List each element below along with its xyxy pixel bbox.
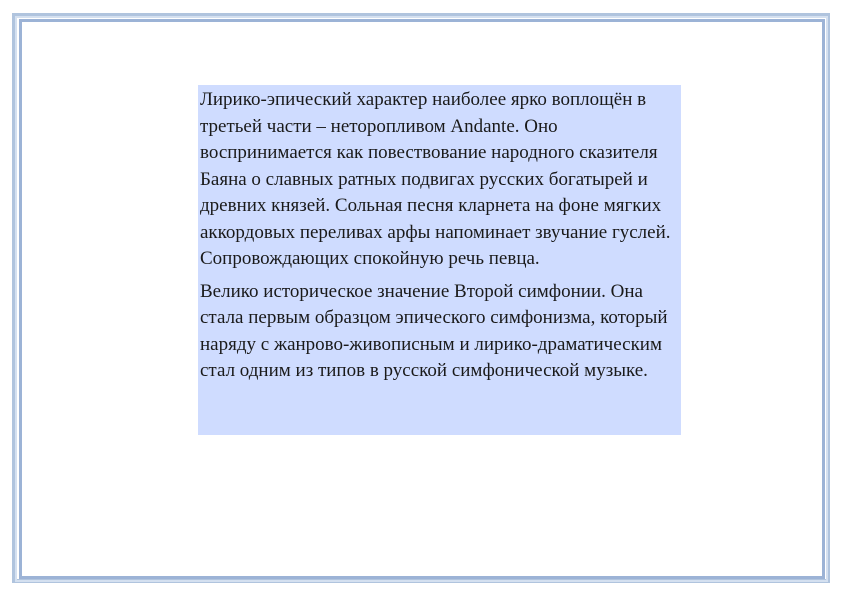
paragraph-andante: Лирико-эпический характер наиболее ярко воплощён в третьей части – неторопливом Andante. Оно воспринимается как повествование народного сказителя Баяна о славных ратных подвигах русских богатырей и древних князей. Сольная песня кларнета на фоне мягких аккордовых переливах арфы напоминает звучание гуслей. Сопровождающих спокойную речь певца.	[200, 89, 671, 269]
text-block	[198, 85, 681, 435]
paragraph-significance: Велико историческое значение Второй симфонии. Она стала первым образцом эпического симфонизма, который наряду с жанрово-живописным и лирико-драматическим стал одним из типов в русской симфонической музыке.	[200, 280, 668, 381]
